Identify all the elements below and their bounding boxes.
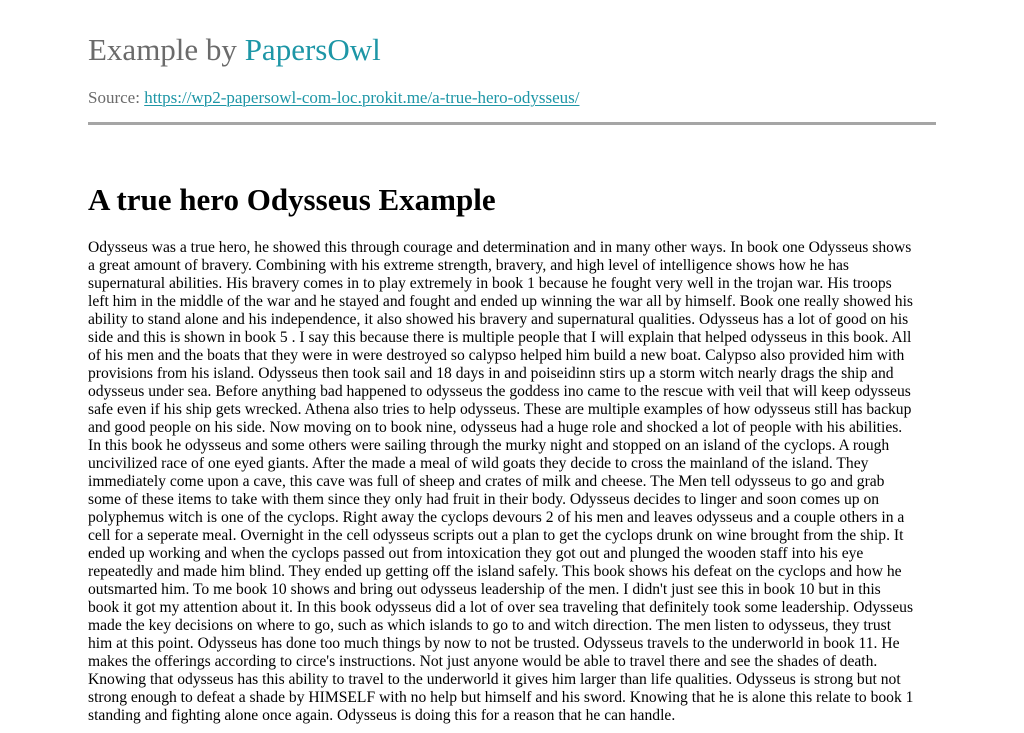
- source-label: Source:: [88, 88, 145, 107]
- body-text-line: safe even if his ship gets wrecked. Athena also tries to help odysseus. These are multiple examples of how odysseus still has backup: [88, 401, 912, 418]
- body-text-line: book it got my attention about it. In this book odysseus did a lot of over sea traveling that definitely took some leadership. Odysseus: [88, 599, 914, 616]
- body-text-line: made the key decisions on where to go, such as which islands to go to and witch direction. The men listen to odysseus, they trust: [88, 617, 892, 634]
- body-text-line: standing and fighting alone once again. Odysseus is doing this for a reason that he can handle.: [88, 707, 676, 724]
- header-divider: [88, 122, 936, 125]
- body-text-line: side and this is shown in book 5 . I say this because there is multiple people that I will explain that helped odysseus in this book. All: [88, 329, 912, 346]
- brand-heading: [88, 30, 381, 70]
- body-text-line: repeatedly and made him blind. They ended up getting off the island safely. This book shows his defeat on the cyclops and how he: [88, 563, 902, 580]
- body-text-line: ability to stand alone and his independence, it also showed his bravery and supernatural qualities. Odysseus has a lot of good on his: [88, 311, 909, 328]
- brand-name-link[interactable]: PapersOwl: [244, 32, 381, 67]
- article-body: [88, 239, 936, 725]
- body-text-line: uncivilized race of one eyed giants. After the made a meal of wild goats they decide to cross the mainland of the island. They: [88, 455, 869, 472]
- source-url-link[interactable]: https://wp2-papersowl-com-loc.prokit.me/a-true-hero-odysseus/: [144, 88, 580, 107]
- body-text-line: Knowing that odysseus has this ability to travel to the underworld it gives him larger than life qualities. Odysseus is strong but not: [88, 671, 901, 688]
- body-text-line: of his men and the boats that they were in were destroyed so calypso helped him build a new boat. Calypso also provided him with: [88, 347, 905, 364]
- body-text-line: makes the offerings according to circe's instructions. Not just anyone would be able to travel there and see the shades of death.: [88, 653, 878, 670]
- body-text-line: Odysseus was a true hero, he showed this through courage and determination and in many other ways. In book one Odysseus shows: [88, 239, 912, 256]
- source-line: [88, 87, 579, 109]
- body-text-line: some of these items to take with them since they only had fruit in their body. Odysseus decides to linger and soon comes up on: [88, 491, 880, 508]
- body-text-line: polyphemus witch is one of the cyclops. Right away the cyclops devours 2 of his men and leaves odysseus and a couple others in a: [88, 509, 905, 526]
- body-text-line: and good people on his side. Now moving on to book nine, odysseus had a huge role and shocked a lot of people with his abilities.: [88, 419, 903, 436]
- body-text-line: a great amount of bravery. Combining with his extreme strength, bravery, and high level of intelligence shows how he has: [88, 257, 850, 274]
- body-text-line: left him in the middle of the war and he stayed and fought and ended up winning the war all by himself. Book one really showed his: [88, 293, 913, 310]
- body-text-line: him at this point. Odysseus has done too much things by now to not be trusted. Odysseus travels to the underworld in book 11. He: [88, 635, 900, 652]
- brand-prefix: Example by: [88, 32, 245, 67]
- body-text-line: odysseus under sea. Before anything bad happened to odysseus the goddess ino came to the rescue with veil that will keep odysseus: [88, 383, 911, 400]
- body-text-line: supernatural abilities. His bravery comes in to play extremely in book 1 because he fought very well in the trojan war. His troops: [88, 275, 892, 292]
- body-text-line: provisions from his island. Odysseus then took sail and 18 days in and poiseidinn stirs up a storm witch nearly drags the ship and: [88, 365, 894, 382]
- body-text-line: strong enough to defeat a shade by HIMSELF with no help but himself and his sword. Knowing that he is alone this relate to book 1: [88, 689, 914, 706]
- body-text-line: cell for a seperate meal. Overnight in the cell odysseus scripts out a plan to get the cyclops drunk on wine brought from the ship. It: [88, 527, 904, 544]
- body-text-line: immediately come upon a cave, this cave was full of sheep and crates of milk and cheese. The Men tell odysseus to go and grab: [88, 473, 885, 490]
- body-text-line: ended up working and when the cyclops passed out from intoxication they got out and plunged the wooden staff into his eye: [88, 545, 864, 562]
- body-text-line: outsmarted him. To me book 10 shows and bring out odysseus leadership of the men. I didn't just see this in book 10 but in this: [88, 581, 881, 598]
- article-title: A true hero Odysseus Example: [88, 182, 496, 217]
- body-text-line: In this book he odysseus and some others were sailing through the murky night and stopped on an island of the cyclops. A rough: [88, 437, 890, 454]
